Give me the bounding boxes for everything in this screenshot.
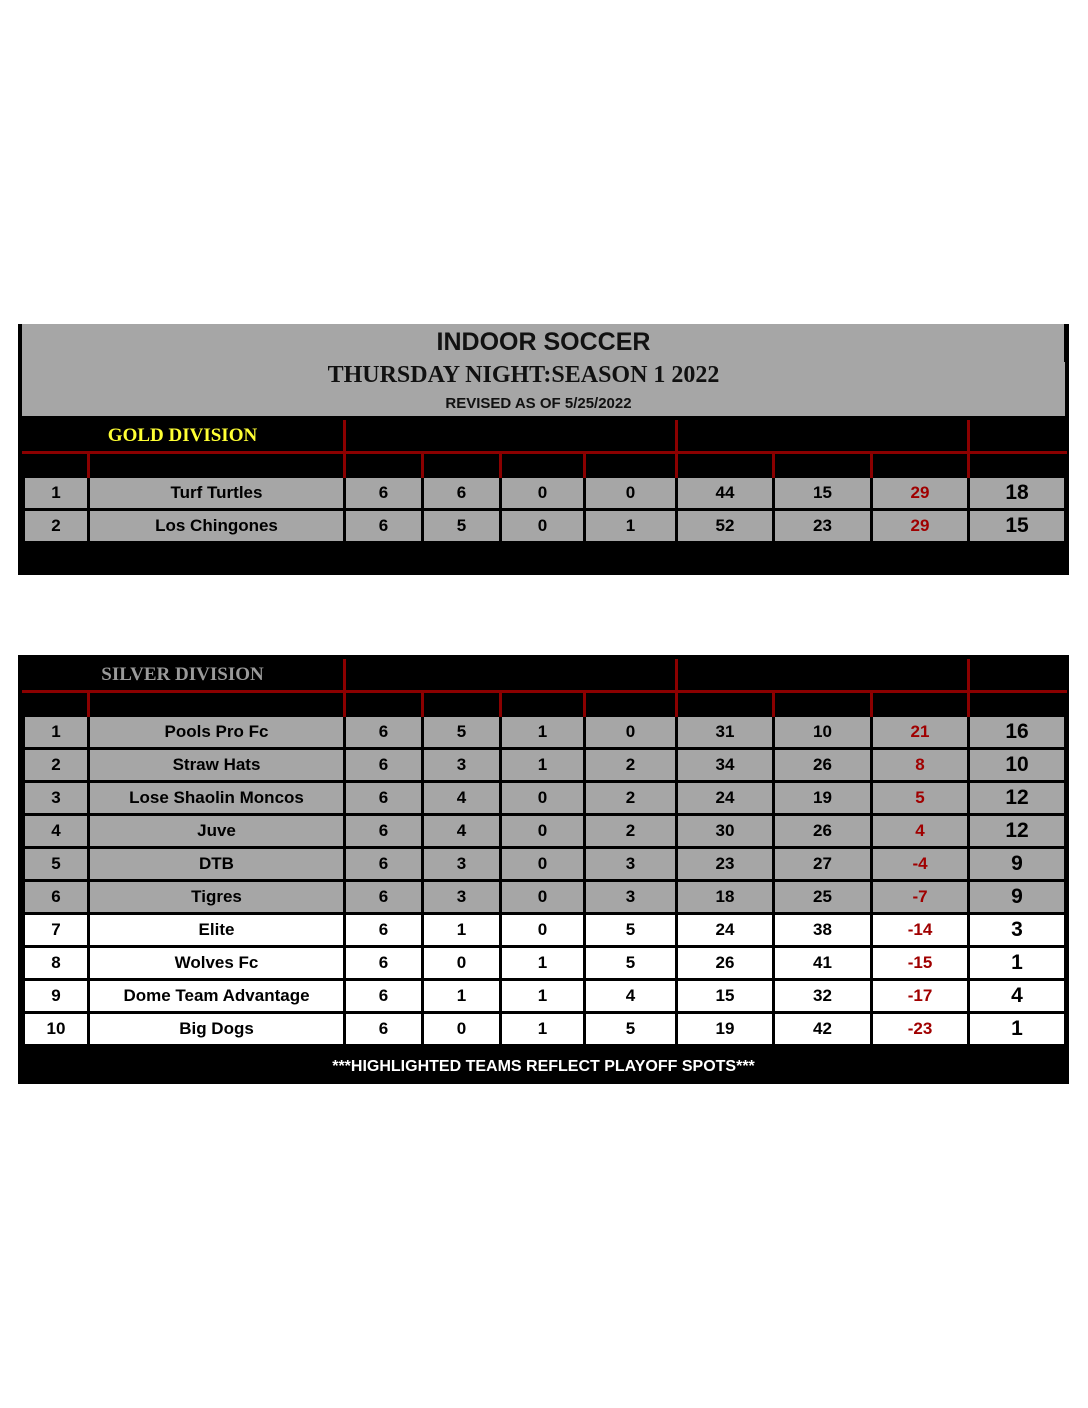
cell-goal-diff: 4	[873, 816, 970, 849]
cell-games: 6	[346, 948, 424, 981]
cell-goals-against: 19	[775, 783, 873, 816]
cell-goals-for: 15	[678, 981, 775, 1014]
cell-losses: 2	[586, 783, 678, 816]
cell-points: 9	[970, 882, 1067, 915]
cell-points: 12	[970, 783, 1067, 816]
cell-team-name: Straw Hats	[90, 750, 346, 783]
cell-losses: 5	[586, 915, 678, 948]
cell-wins: 4	[424, 783, 502, 816]
cell-goal-diff: 29	[873, 478, 970, 511]
table-row	[22, 948, 1067, 981]
table-row	[22, 915, 1067, 948]
cell-points: 16	[970, 717, 1067, 750]
cell-ties: 0	[502, 849, 586, 882]
cell-goal-diff: 29	[873, 511, 970, 544]
cell-goals-for: 19	[678, 1014, 775, 1047]
table-row	[22, 849, 1067, 882]
table-row	[22, 511, 1067, 544]
group-header-row	[22, 659, 1067, 693]
title-banner	[22, 324, 1065, 416]
division-label: SILVER DIVISION	[22, 659, 346, 693]
column-header-losses: LOSSES	[586, 454, 678, 478]
cell-goal-diff: 21	[873, 717, 970, 750]
column-header-goals-for: FOR	[678, 454, 775, 478]
cell-team-name: Dome Team Advantage	[90, 981, 346, 1014]
cell-pos: 3	[22, 783, 90, 816]
column-header-wins: WINS	[424, 454, 502, 478]
cell-wins: 1	[424, 915, 502, 948]
cell-goals-for: 30	[678, 816, 775, 849]
column-header-row	[22, 454, 1067, 478]
cell-team-name: Juve	[90, 816, 346, 849]
cell-losses: 4	[586, 981, 678, 1014]
cell-ties: 0	[502, 511, 586, 544]
cell-losses: 3	[586, 849, 678, 882]
cell-wins: 3	[424, 750, 502, 783]
cell-games: 6	[346, 511, 424, 544]
cell-goals-for: 52	[678, 511, 775, 544]
cell-games: 6	[346, 717, 424, 750]
cell-ties: 0	[502, 882, 586, 915]
cell-goal-diff: 5	[873, 783, 970, 816]
cell-pos: 1	[22, 478, 90, 511]
cell-games: 6	[346, 1014, 424, 1047]
cell-losses: 2	[586, 750, 678, 783]
cell-losses: 5	[586, 1014, 678, 1047]
cell-games: 6	[346, 915, 424, 948]
league-title: INDOOR SOCCER	[436, 328, 651, 356]
gold-standings-table	[22, 420, 1067, 544]
cell-goal-diff: -4	[873, 849, 970, 882]
table-row	[22, 717, 1067, 750]
cell-goals-against: 26	[775, 750, 873, 783]
cell-ties: 0	[502, 915, 586, 948]
cell-team-name: Wolves Fc	[90, 948, 346, 981]
cell-wins: 6	[424, 478, 502, 511]
season-record-header: SEASON RECORD	[346, 659, 678, 693]
cell-goals-for: 24	[678, 915, 775, 948]
column-header-games: GAMES	[346, 693, 424, 717]
cell-ties: 1	[502, 1014, 586, 1047]
cell-goals-against: 10	[775, 717, 873, 750]
cell-games: 6	[346, 882, 424, 915]
column-header-goals-against: AGAINST	[775, 454, 873, 478]
cell-goal-diff: -23	[873, 1014, 970, 1047]
column-header-wins: WINS	[424, 693, 502, 717]
cell-ties: 1	[502, 717, 586, 750]
cell-pos: 9	[22, 981, 90, 1014]
table-row	[22, 750, 1067, 783]
cell-losses: 2	[586, 816, 678, 849]
cell-ties: 1	[502, 948, 586, 981]
cell-team-name: Pools Pro Fc	[90, 717, 346, 750]
table-row	[22, 981, 1067, 1014]
cell-games: 6	[346, 750, 424, 783]
silver-standings-table	[22, 659, 1067, 1047]
cell-pos: 2	[22, 511, 90, 544]
cell-points: 15	[970, 511, 1067, 544]
cell-team-name: Turf Turtles	[90, 478, 346, 511]
table-row	[22, 816, 1067, 849]
cell-team-name: Tigres	[90, 882, 346, 915]
playoff-footnote: ***HIGHLIGHTED TEAMS REFLECT PLAYOFF SPOTS***	[332, 1058, 755, 1075]
cell-wins: 5	[424, 511, 502, 544]
column-header-ties: TIES	[502, 454, 586, 478]
column-header-ties: TIES	[502, 693, 586, 717]
cell-games: 6	[346, 478, 424, 511]
column-header-losses: LOSSES	[586, 693, 678, 717]
cell-losses: 5	[586, 948, 678, 981]
cell-losses: 3	[586, 882, 678, 915]
column-header-team-name: TEAM NAME	[90, 693, 346, 717]
cell-pos: 4	[22, 816, 90, 849]
cell-games: 6	[346, 816, 424, 849]
column-header-games: GAMES	[346, 454, 424, 478]
cell-goal-diff: 8	[873, 750, 970, 783]
cell-goals-against: 26	[775, 816, 873, 849]
cell-goals-for: 26	[678, 948, 775, 981]
cell-goal-diff: -15	[873, 948, 970, 981]
cell-points: 12	[970, 816, 1067, 849]
cell-games: 6	[346, 849, 424, 882]
cell-team-name: DTB	[90, 849, 346, 882]
cell-goals-against: 32	[775, 981, 873, 1014]
cell-goals-for: 23	[678, 849, 775, 882]
cell-ties: 0	[502, 478, 586, 511]
cell-pos: 6	[22, 882, 90, 915]
cell-goals-against: 15	[775, 478, 873, 511]
group-header-row	[22, 420, 1067, 454]
cell-wins: 0	[424, 948, 502, 981]
cell-goals-for: 24	[678, 783, 775, 816]
cell-wins: 5	[424, 717, 502, 750]
cell-team-name: Big Dogs	[90, 1014, 346, 1047]
cell-points: 18	[970, 478, 1067, 511]
season-title: THURSDAY NIGHT:SEASON 1 2022	[327, 362, 720, 388]
cell-pos: 5	[22, 849, 90, 882]
column-header-row	[22, 693, 1067, 717]
cell-goals-for: 18	[678, 882, 775, 915]
goals-header: GOALS	[678, 659, 970, 693]
cell-points: 1	[970, 1014, 1067, 1047]
cell-team-name: Los Chingones	[90, 511, 346, 544]
cell-pos: 2	[22, 750, 90, 783]
column-header-goals-against: AGAINST	[775, 693, 873, 717]
column-header-goals-for: FOR	[678, 693, 775, 717]
cell-goals-against: 41	[775, 948, 873, 981]
cell-ties: 1	[502, 981, 586, 1014]
cell-ties: 0	[502, 783, 586, 816]
column-header-points: POINTS	[970, 454, 1067, 478]
cell-wins: 3	[424, 882, 502, 915]
revised-date: REVISED AS OF 5/25/2022	[445, 395, 632, 412]
column-header-pos: POS.	[22, 454, 90, 478]
cell-games: 6	[346, 783, 424, 816]
cell-losses: 0	[586, 478, 678, 511]
cell-pos: 10	[22, 1014, 90, 1047]
cell-losses: 1	[586, 511, 678, 544]
cell-goals-against: 27	[775, 849, 873, 882]
cell-team-name: Elite	[90, 915, 346, 948]
table-row	[22, 783, 1067, 816]
cell-goals-for: 31	[678, 717, 775, 750]
division-label: GOLD DIVISION	[22, 420, 346, 454]
cell-points: 9	[970, 849, 1067, 882]
total-header: TOTAL	[970, 659, 1067, 693]
table-row	[22, 478, 1067, 511]
table-row	[22, 882, 1067, 915]
cell-goal-diff: -14	[873, 915, 970, 948]
cell-wins: 3	[424, 849, 502, 882]
cell-goal-diff: -17	[873, 981, 970, 1014]
cell-goals-against: 25	[775, 882, 873, 915]
cell-pos: 8	[22, 948, 90, 981]
cell-points: 4	[970, 981, 1067, 1014]
cell-losses: 0	[586, 717, 678, 750]
column-header-points: POINTS	[970, 693, 1067, 717]
season-record-header: SEASON RECORD	[346, 420, 678, 454]
cell-ties: 0	[502, 816, 586, 849]
title-edge-bar	[1064, 324, 1069, 362]
cell-goals-against: 23	[775, 511, 873, 544]
cell-goal-diff: -7	[873, 882, 970, 915]
column-header-goal-diff: DIFF.	[873, 693, 970, 717]
column-header-goal-diff: DIFF.	[873, 454, 970, 478]
cell-wins: 4	[424, 816, 502, 849]
column-header-pos: POS.	[22, 693, 90, 717]
cell-points: 1	[970, 948, 1067, 981]
cell-wins: 0	[424, 1014, 502, 1047]
cell-goals-for: 44	[678, 478, 775, 511]
cell-pos: 1	[22, 717, 90, 750]
table-row	[22, 1014, 1067, 1047]
cell-goals-against: 42	[775, 1014, 873, 1047]
cell-games: 6	[346, 981, 424, 1014]
cell-goals-against: 38	[775, 915, 873, 948]
cell-pos: 7	[22, 915, 90, 948]
cell-points: 3	[970, 915, 1067, 948]
cell-ties: 1	[502, 750, 586, 783]
cell-goals-for: 34	[678, 750, 775, 783]
cell-wins: 1	[424, 981, 502, 1014]
goals-header: GOALS	[678, 420, 970, 454]
cell-team-name: Lose Shaolin Moncos	[90, 783, 346, 816]
total-header: TOTAL	[970, 420, 1067, 454]
cell-points: 10	[970, 750, 1067, 783]
column-header-team-name: TEAM NAME	[90, 454, 346, 478]
